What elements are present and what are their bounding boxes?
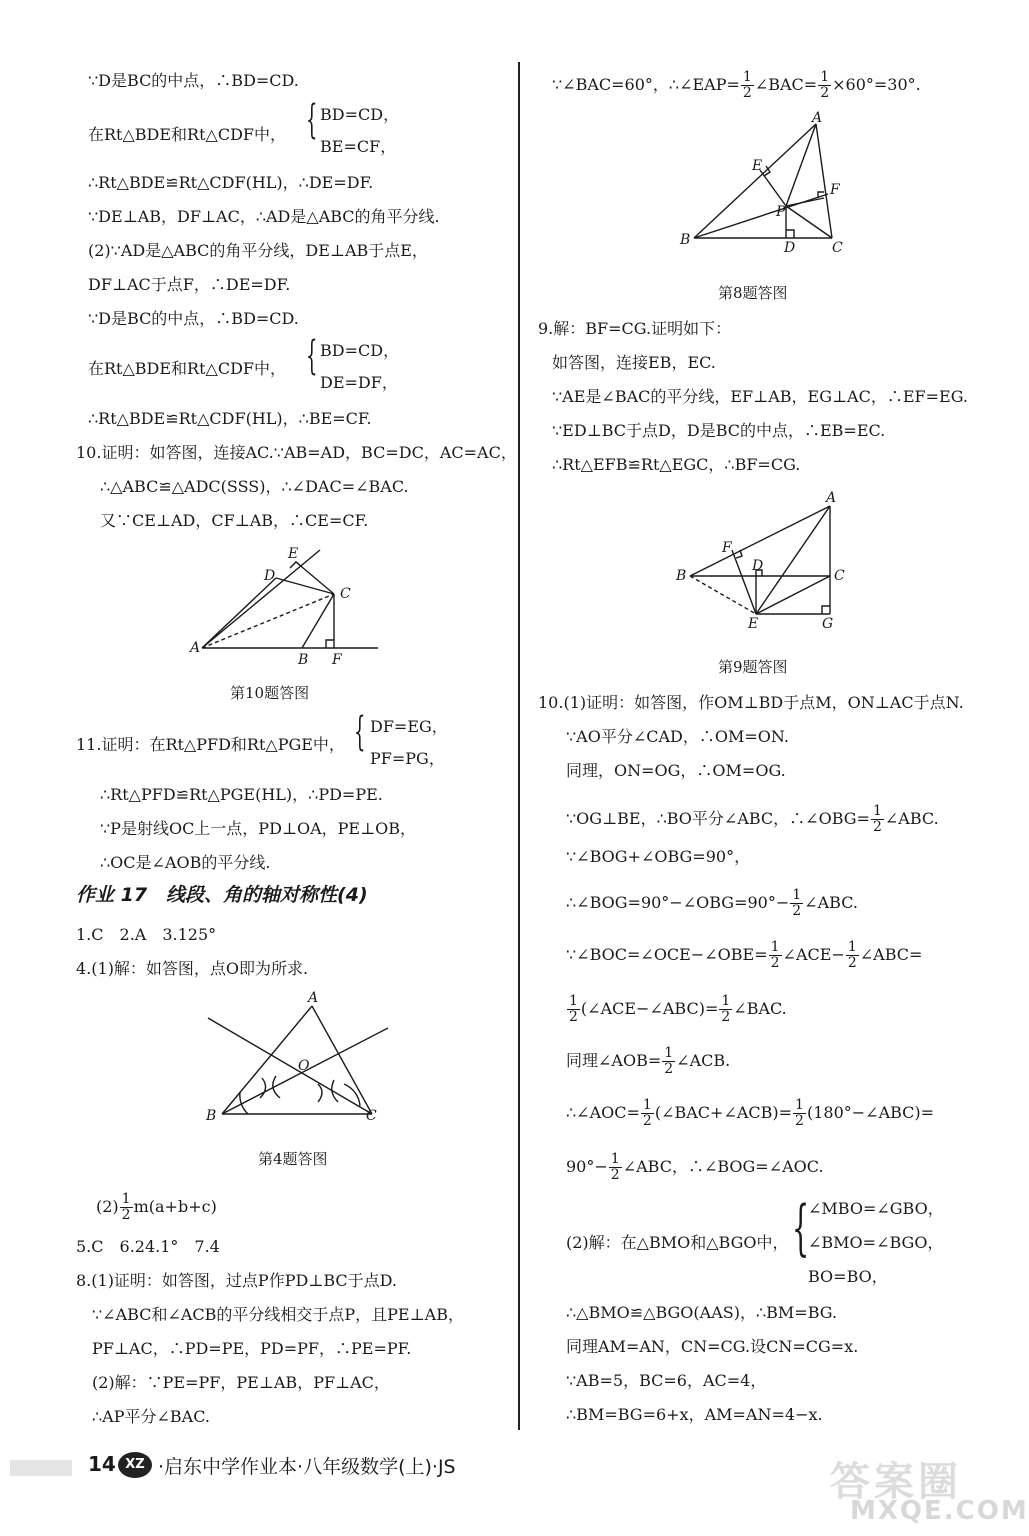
text-line: $\frac{1}{2}$ (∠ACE−∠ABC)= $\frac{1}{2}$ ∠BAC. (569, 993, 787, 1025)
brace: { (306, 97, 318, 143)
text-line: ∵D是BC的中点，∴BD=CD. (88, 309, 299, 328)
text-line: PF⊥AC，∴PD=PE，PD=PF，∴PE=PF. (92, 1339, 412, 1358)
text-line: (2)∵AD是△ABC的角平分线，DE⊥AB于点E， (88, 241, 428, 260)
text-line: 9.解：BF=CG.证明如下： (538, 319, 732, 338)
text-line: ∵ED⊥BC于点D，D是BC的中点，∴EB=EC. (552, 421, 886, 440)
line-prefix: (2) (96, 1197, 119, 1216)
label-D: D (784, 240, 796, 256)
label-A: A (190, 640, 201, 656)
brace: { (306, 333, 318, 379)
brace: { (354, 709, 366, 755)
label-A: A (812, 110, 823, 126)
text-line: 90°− $\frac{1}{2}$ ∠ABC，∴∠BOG=∠AOC. (566, 1151, 824, 1183)
label-A: A (826, 490, 837, 506)
brace: { (792, 1193, 810, 1263)
text-line: (2)解：在△BMO和△BGO中， (566, 1233, 789, 1252)
text-line: ∠BMO=∠BGO， (808, 1233, 944, 1252)
label-F: F (722, 540, 732, 556)
label-D: D (752, 558, 764, 574)
footer-bar (10, 1460, 72, 1476)
figure-caption: 第9题答图 (718, 658, 788, 676)
text-line: BE=CF， (320, 137, 397, 156)
text-line: ∵D是BC的中点，∴BD=CD. (88, 71, 299, 90)
text-line: ∴∠BOG=90°−∠OBG=90°− $\frac{1}{2}$ ∠ABC. (566, 887, 858, 919)
text-line: ∵AO平分∠CAD，∴OM=ON. (566, 727, 789, 746)
watermark-logo: 答案圈 (830, 1459, 962, 1505)
text-line: ∠MBO=∠GBO， (808, 1199, 944, 1218)
watermark (820, 1459, 1029, 1526)
label-C: C (834, 568, 845, 584)
text-line: ∵AB=5，BC=6，AC=4， (566, 1371, 767, 1390)
text-line: ∴OC是∠AOB的平分线. (100, 853, 271, 872)
text-line: ∵AE是∠BAC的平分线，EF⊥AB，EG⊥AC，∴EF=EG. (552, 387, 968, 406)
label-F: F (830, 182, 840, 198)
label-E: E (752, 158, 763, 174)
label-E: E (288, 546, 299, 562)
text-line: ∵∠BOG+∠OBG=90°， (566, 847, 751, 866)
text-line: ∴BM=BG=6+x，AM=AN=4−x. (566, 1405, 823, 1424)
text-line: 同理AM=AN，CN=CG.设CN=CG=x. (566, 1337, 859, 1356)
text-line: 又∵CE⊥AD，CF⊥AB，∴CE=CF. (100, 511, 369, 530)
page-number: 14 (88, 1452, 116, 1476)
text-line: 8.(1)证明：如答图，过点P作PD⊥BC于点D. (76, 1271, 397, 1290)
text-line: DF=EG， (370, 717, 448, 736)
text-line: 同理∠AOB= $\frac{1}{2}$ ∠ACB. (566, 1045, 731, 1077)
figure-caption: 第8题答图 (718, 284, 788, 302)
book-title: ·启东中学作业本·八年级数学(上)·JS (158, 1456, 456, 1478)
text-line: ∵∠BAC=60°，∴∠EAP= $\frac{1}{2}$ ∠BAC= $\frac{1}{2}$ ×60°=30°. (552, 69, 921, 101)
text-line: 如答图，连接EB，EC. (552, 353, 716, 372)
figure-caption: 第4题答图 (258, 1150, 328, 1168)
figure-caption: 第10题答图 (230, 684, 310, 702)
text-line: BD=CD， (320, 341, 400, 360)
watermark-url: MXQE.COM (850, 1496, 1029, 1526)
label-B: B (680, 232, 691, 248)
label-C: C (832, 240, 843, 256)
text-line (96, 1192, 217, 1223)
label-C: C (340, 586, 351, 602)
label-B: B (298, 652, 309, 668)
figure-9 (672, 486, 858, 636)
text-line: ∴AP平分∠BAC. (92, 1407, 210, 1426)
text-line: ∴Rt△BDE≌Rt△CDF(HL)，∴BE=CF. (88, 409, 372, 428)
figure-10 (188, 538, 388, 668)
text-line: ∴∠AOC= $\frac{1}{2}$ (∠BAC+∠ACB)= $\frac{1}{2}$ (180°−∠ABC)= (566, 1097, 935, 1129)
text-line: ∴Rt△BDE≌Rt△CDF(HL)，∴DE=DF. (88, 173, 374, 192)
text-line: 1.C 2.A 3.125° (76, 925, 217, 944)
line-tail: m(a+b+c) (133, 1197, 217, 1216)
text-line: 11.证明：在Rt△PFD和Rt△PGE中， (76, 735, 345, 754)
text-line: ∵OG⊥BE，∴BO平分∠ABC，∴∠OBG= $\frac{1}{2}$ ∠ABC. (566, 803, 939, 835)
section-heading: 作业 17 线段、角的轴对称性(4) (76, 884, 368, 906)
text-line: BO=BO， (808, 1267, 888, 1286)
label-B: B (676, 568, 687, 584)
text-line: 10.(1)证明：如答图，作OM⊥BD于点M，ON⊥AC于点N. (538, 693, 964, 712)
text-line: BD=CD， (320, 105, 400, 124)
text-line: ∴△ABC≌△ADC(SSS)，∴∠DAC=∠BAC. (100, 477, 409, 496)
text-line: ∵∠ABC和∠ACB的平分线相交于点P，且PE⊥AB， (92, 1305, 464, 1324)
label-P: P (776, 204, 786, 220)
text-line: ∴Rt△EFB≌Rt△EGC，∴BF=CG. (552, 455, 801, 474)
text-line: 在Rt△BDE和Rt△CDF中， (88, 125, 287, 144)
figure-4 (200, 988, 400, 1128)
text-line: DF⊥AC于点F，∴DE=DF. (88, 275, 291, 294)
text-line: DE=DF， (320, 373, 398, 392)
label-C: C (366, 1108, 377, 1124)
text-line: ∵DE⊥AB，DF⊥AC，∴AD是△ABC的角平分线. (88, 207, 440, 226)
label-G: G (822, 616, 834, 632)
label-A: A (308, 990, 319, 1006)
text-line: 4.(1)解：如答图，点O即为所求. (76, 959, 309, 978)
text-line: 5.C 6.24.1° 7.4 (76, 1237, 220, 1256)
text-line: ∴△BMO≌△BGO(AAS)，∴BM=BG. (566, 1303, 838, 1322)
label-E: E (748, 616, 759, 632)
text-line: 同理，ON=OG，∴OM=OG. (566, 761, 786, 780)
text-line: ∵∠BOC=∠OCE−∠OBE= $\frac{1}{2}$ ∠ACE− $\frac{1}{2}$ ∠ABC= (566, 939, 923, 971)
fraction: $\frac{1}{2}$ (121, 1191, 131, 1223)
text-line: (2)解：∵PE=PF，PE⊥AB，PF⊥AC， (92, 1373, 390, 1392)
label-D: D (264, 568, 276, 584)
column-divider (518, 62, 520, 1430)
text-line: ∴Rt△PFD≌Rt△PGE(HL)，∴PD=PE. (100, 785, 383, 804)
figure-8 (676, 112, 856, 262)
text-line: PF=PG， (370, 749, 445, 768)
text-line: 在Rt△BDE和Rt△CDF中， (88, 359, 287, 378)
text-line: ∵P是射线OC上一点，PD⊥OA，PE⊥OB， (100, 819, 416, 838)
label-B: B (206, 1108, 217, 1124)
text-line: 10.证明：如答图，连接AC.∵AB=AD，BC=DC，AC=AC， (76, 443, 517, 462)
label-F: F (332, 652, 342, 668)
label-O: O (298, 1058, 310, 1074)
publisher-logo-icon: XZ (118, 1452, 152, 1478)
